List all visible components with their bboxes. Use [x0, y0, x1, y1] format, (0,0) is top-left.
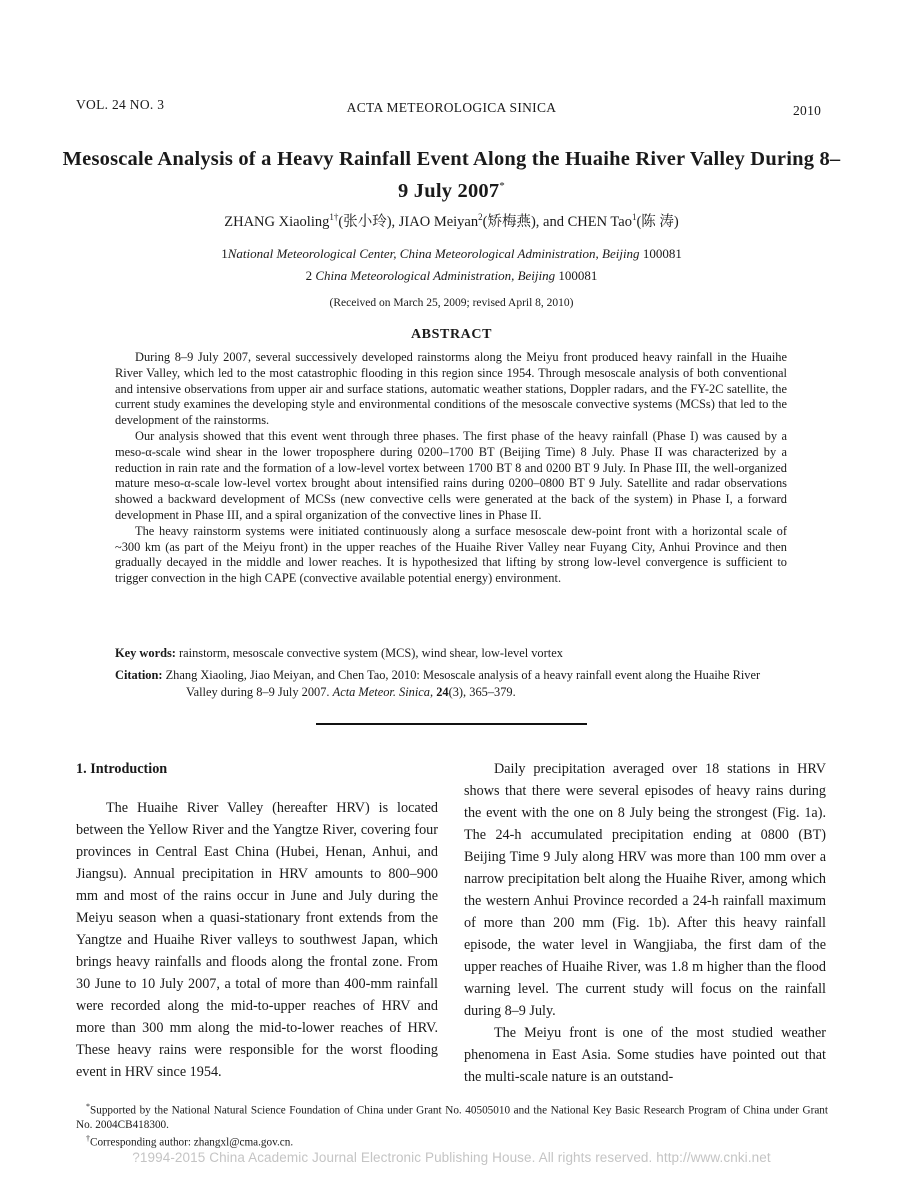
citation-pages: (3), 365–379. — [448, 685, 516, 699]
abstract-paragraph: The heavy rainstorm systems were initiated continuously along a surface mesoscale dew-point front with a horizontal scale of ~300 km (as part of the Meiyu front) in the upper reaches of the Huaihe River Valley near Fuyang City, Anhui Province and then gradually decayed in the middle and lower reaches. It is hypothesized that lifting by strong low-level convergence is sufficient to trigger convection in the high CAPE (convective available potential energy) environment. — [115, 523, 787, 586]
journal-name: ACTA METEOROLOGICA SINICA — [346, 100, 557, 115]
author-2: JIAO Meiyan — [398, 214, 479, 230]
footnote-funding-text: Supported by the National Natural Science Foundation of China under Grant No. 40505010 and the National Key Basic Research Program of China under Grant No. 2004CB418300. — [76, 1104, 828, 1131]
abstract-paragraph: Our analysis showed that this event went through three phases. The first phase of the heavy rainfall (Phase I) was caused by a meso-α-scale wind shear in the lower troposphere during 0200–1700 BT (Beijing Time) 8 July. Phase II was characterized by a reduction in rain rate and the formation of a low-level vortex between 1700 BT 8 and 0200 BT 9 July. In Phase III, the well-organized mature meso-α-scale low-level vortex brought about intensified rains during 0200–0800 BT 9 July. Satellite and radar observations showed a backward development of MCSs (new convective cells were generated at the back of the system) in Phase I, a forward development in Phase III, and a spiral organization of the convective lines in Phase II. — [115, 428, 787, 522]
title-footnote-mark: * — [499, 180, 505, 192]
footnote-corresponding-mark: † — [86, 1133, 90, 1143]
affiliation-2 — [0, 268, 903, 284]
received-dates: (Received on March 25, 2009; revised April 8, 2010) — [329, 297, 574, 309]
citation-journal: Acta Meteor. Sinica, — [332, 685, 434, 699]
author-3-sup: 1 — [631, 212, 637, 223]
footnote-corresponding-text: Corresponding author: zhangxl@cma.gov.cn. — [90, 1136, 294, 1149]
paper-title — [60, 146, 843, 205]
author-2-sup: 2 — [478, 212, 483, 223]
citation-text: Zhang Xiaoling, Jiao Meiyan, and Chen Tao, 2010: Mesoscale analysis of a heavy rainfall event along the Huaihe River Valley during 8–9 July 2007. — [165, 668, 761, 699]
publication-year: 2010 — [793, 103, 822, 118]
author-3-cn: (陈 涛) — [636, 214, 679, 230]
footnotes — [76, 1100, 828, 1149]
keywords — [115, 645, 787, 661]
affiliation-2-num: 2 — [305, 268, 316, 283]
section-divider — [316, 723, 587, 725]
author-1-sup: 1† — [329, 212, 339, 223]
journal-volume: VOL. 24 NO. 3 — [76, 97, 165, 112]
citation — [115, 667, 787, 701]
footnote-corresponding — [76, 1132, 828, 1150]
affiliation-1-num: 1 — [221, 246, 228, 261]
citation-volume: 24 — [436, 685, 449, 699]
abstract-paragraph: During 8–9 July 2007, several successively developed rainstorms along the Meiyu front produced heavy rainfall in the Huaihe River Valley, which led to the most catastrophic flooding in this region since 1954. Through mesoscale analysis of both conventional and intensive observations from upper air and surface stations, automatic weather stations, Doppler radars, and the FY-2C satellite, the current study examines the developing style and environmental conditions of the mesoscale convective systems (MCSs) that led to the development of the rainstorms. — [115, 350, 787, 428]
author-3: CHEN Tao — [567, 214, 632, 230]
affiliation-2-text: China Meteorological Administration, Beijing — [315, 268, 556, 283]
body-paragraph: The Meiyu front is one of the most studied weather phenomena in East Asia. Some studies have pointed out that the multi-scale nature is an outstand- — [464, 1025, 826, 1085]
affiliation-1-code: 100081 — [642, 246, 682, 261]
footnote-funding — [76, 1100, 828, 1132]
author-2-cn: (矫梅燕), and — [482, 214, 568, 230]
title-text: Mesoscale Analysis of a Heavy Rainfall Event Along the Huaihe River Valley During 8–9 July 2007 — [62, 148, 841, 202]
affiliation-2-code: 100081 — [558, 268, 598, 283]
section-heading: 1. Introduction — [76, 761, 168, 777]
abstract-body — [115, 350, 787, 587]
body-column-left — [76, 758, 438, 1083]
author-1: ZHANG Xiaoling — [224, 214, 330, 230]
affiliation-1-text: National Meteorological Center, China Meteorological Administration, Beijing — [227, 246, 640, 261]
body-paragraph: The Huaihe River Valley (hereafter HRV) is located between the Yellow River and the Yangtze River, covering four provinces in Central East China (Hubei, Henan, Anhui, and Jiangsu). Annual precipitation in HRV amounts to 800–900 mm and most of the rains occur in June and July during the Meiyu season when a quasi-stationary front extends from the Yangtze and Huaihe River valleys to southwest Japan, which brings heavy rainfalls and floods along the frontal zone. From 30 June to 10 July 2007, a total of more than 400-mm rainfall were recorded along the mid-to-upper reaches of HRV and more than 300 mm along the mid-to-lower reaches of HRV. These heavy rains were responsible for the worst flooding event in HRV since 1954. — [76, 800, 438, 1080]
author-list — [0, 210, 903, 231]
affiliation-1 — [0, 246, 903, 262]
author-1-cn: (张小玲), — [338, 214, 399, 230]
keywords-text: rainstorm, mesoscale convective system (MCS), wind shear, low-level vortex — [179, 646, 563, 660]
keywords-label: Key words: — [115, 646, 176, 660]
body-paragraph: Daily precipitation averaged over 18 stations in HRV shows that there were several episodes of heavy rains during the event with the one on 8 July being the strongest (Fig. 1a). The 24-h accumulated precipitation ending at 0800 (BT) Beijing Time 9 July along HRV was more than 100 mm over a narrow precipitation belt along the Huaihe River, among which the western Anhui Province recorded a 24-h rainfall maximum of more than 200 mm (Fig. 1b). After this heavy rainfall episode, the water level in Wangjiaba, the first dam of the upper reaches of Huaihe River, was 1.8 m higher than the flood warning level. The current study will focus on the rainfall during 8–9 July. — [464, 761, 826, 1019]
footnote-funding-mark: * — [86, 1102, 90, 1111]
copyright-watermark: ?1994-2015 China Academic Journal Electronic Publishing House. All rights reserved. http://www.cnki.net — [132, 1150, 771, 1165]
body-column-right — [464, 758, 826, 1088]
abstract-heading: ABSTRACT — [410, 327, 493, 342]
citation-label: Citation: — [115, 668, 163, 682]
